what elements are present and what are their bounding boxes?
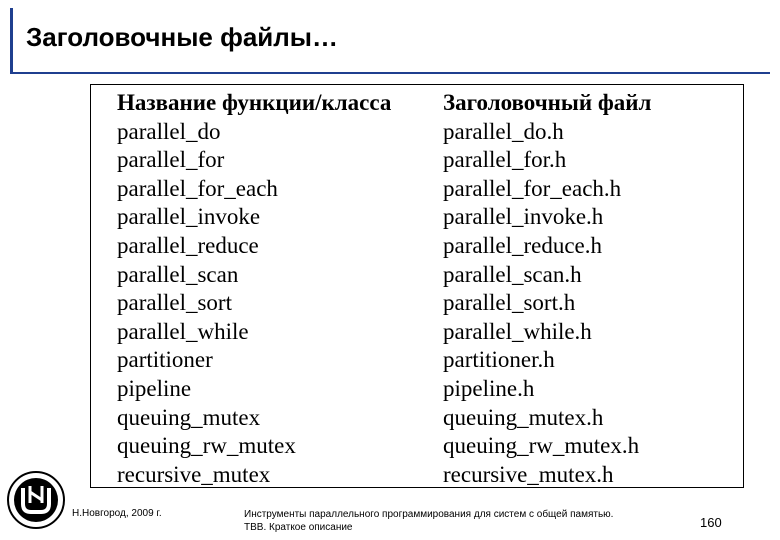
table-cell-header-file: recursive_mutex.h: [443, 461, 614, 487]
university-logo-icon: [6, 470, 66, 530]
footer-course-line-2: TBB. Краткое описание: [244, 522, 353, 533]
table-cell-header-file: parallel_for.h: [443, 147, 567, 173]
table-cell-function: recursive_mutex: [117, 461, 271, 487]
slide-header: [10, 8, 770, 74]
table-column-header-file: [443, 89, 651, 489]
table-cell-function: parallel_do: [117, 118, 221, 144]
table-cell-function: queuing_rw_mutex: [117, 433, 296, 459]
table-cell-header-file: parallel_invoke.h: [443, 204, 604, 230]
table-cell-function: parallel_for_each: [117, 175, 278, 201]
page-number: 160: [700, 515, 722, 530]
table-cell-header-file: partitioner.h: [443, 347, 555, 373]
column-header-function: Название функции/класса: [117, 90, 392, 115]
slide-title: Заголовочные файлы…: [26, 22, 338, 52]
table-cell-function: queuing_mutex: [117, 404, 261, 430]
table-cell-header-file: parallel_while.h: [443, 318, 592, 344]
table-cell-header-file: queuing_rw_mutex.h: [443, 433, 640, 459]
table-cell-header-file: pipeline.h: [443, 375, 535, 401]
table-cell-function: parallel_while: [117, 318, 249, 344]
table-cell-function: parallel_sort: [117, 290, 232, 316]
table-cell-function: partitioner: [117, 347, 213, 373]
table-cell-function: pipeline: [117, 375, 192, 401]
footer-course-title: [244, 508, 613, 534]
table-cell-header-file: parallel_do.h: [443, 118, 564, 144]
table-cell-header-file: parallel_reduce.h: [443, 232, 602, 258]
table-cell-function: parallel_for: [117, 147, 225, 173]
column-header-header-file: Заголовочный файл: [443, 90, 652, 115]
table-cell-header-file: queuing_mutex.h: [443, 404, 604, 430]
table-cell-header-file: parallel_sort.h: [443, 290, 576, 316]
footer-course-line-1: Инструменты параллельного программирования для систем с общей памятью.: [244, 509, 614, 520]
table-cell-header-file: parallel_for_each.h: [443, 175, 622, 201]
table-cell-function: parallel_reduce: [117, 232, 259, 258]
table-cell-header-file: parallel_scan.h: [443, 261, 582, 287]
table-column-function: [117, 89, 391, 489]
header-files-table: [90, 84, 744, 488]
header-divider: [10, 72, 770, 74]
table-cell-function: parallel_scan: [117, 261, 239, 287]
header-accent-bar: [10, 8, 13, 74]
table-cell-function: parallel_invoke: [117, 204, 261, 230]
footer-location-date: Н.Новгород, 2009 г.: [72, 508, 162, 519]
